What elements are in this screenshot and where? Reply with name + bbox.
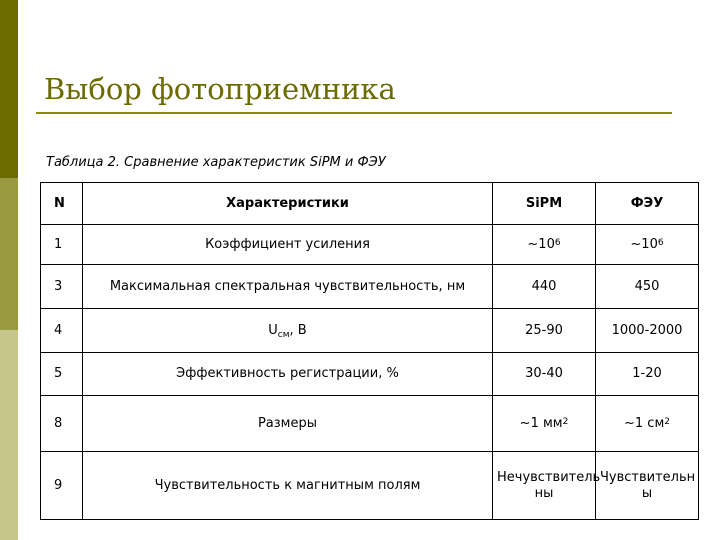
- table-row: [41, 452, 699, 520]
- row-sipm-value: 30-40: [493, 353, 596, 396]
- table-row: [41, 353, 699, 396]
- row-sipm-value: $\sim 10^6$: [493, 225, 596, 265]
- row-sipm-value: 440: [493, 265, 596, 309]
- row-number: 4: [41, 309, 83, 353]
- sidebar-stripe-light: [0, 330, 18, 540]
- row-pmt-value: Чувствительн ы: [596, 452, 699, 520]
- table-caption: Таблица 2. Сравнение характеристик SiPM и ФЭУ: [46, 155, 386, 170]
- row-characteristic: $U_{см}$, В: [83, 309, 493, 353]
- header-characteristic: Характеристики: [83, 183, 493, 225]
- row-number: 1: [41, 225, 83, 265]
- comparison-table: [40, 182, 699, 520]
- row-sipm-value: Нечувствитель ны: [493, 452, 596, 520]
- header-sipm: SiPM: [493, 183, 596, 225]
- table-row: [41, 309, 699, 353]
- row-characteristic: Коэффициент усиления: [83, 225, 493, 265]
- table-header-row: [41, 183, 699, 225]
- row-number: 5: [41, 353, 83, 396]
- row-characteristic: Размеры: [83, 396, 493, 452]
- table-row: [41, 396, 699, 452]
- table-row: [41, 225, 699, 265]
- row-pmt-value: ~1 $см^2$: [596, 396, 699, 452]
- table-row: [41, 265, 699, 309]
- row-sipm-value: 25-90: [493, 309, 596, 353]
- row-characteristic: Максимальная спектральная чувствительность, нм: [83, 265, 493, 309]
- row-pmt-value: $\sim 10^6$: [596, 225, 699, 265]
- row-number: 8: [41, 396, 83, 452]
- row-sipm-value: ~1 $мм^2$: [493, 396, 596, 452]
- row-characteristic: Эффективность регистрации, %: [83, 353, 493, 396]
- slide-title: Выбор фотоприемника: [44, 72, 396, 106]
- header-n: N: [41, 183, 83, 225]
- row-pmt-value: 1-20: [596, 353, 699, 396]
- row-number: 9: [41, 452, 83, 520]
- title-underline: [36, 112, 672, 114]
- sidebar-stripe-dark: [0, 0, 18, 178]
- row-pmt-value: 1000-2000: [596, 309, 699, 353]
- row-number: 3: [41, 265, 83, 309]
- header-pmt: ФЭУ: [596, 183, 699, 225]
- row-characteristic: Чувствительность к магнитным полям: [83, 452, 493, 520]
- row-pmt-value: 450: [596, 265, 699, 309]
- sidebar-stripe-medium: [0, 178, 18, 330]
